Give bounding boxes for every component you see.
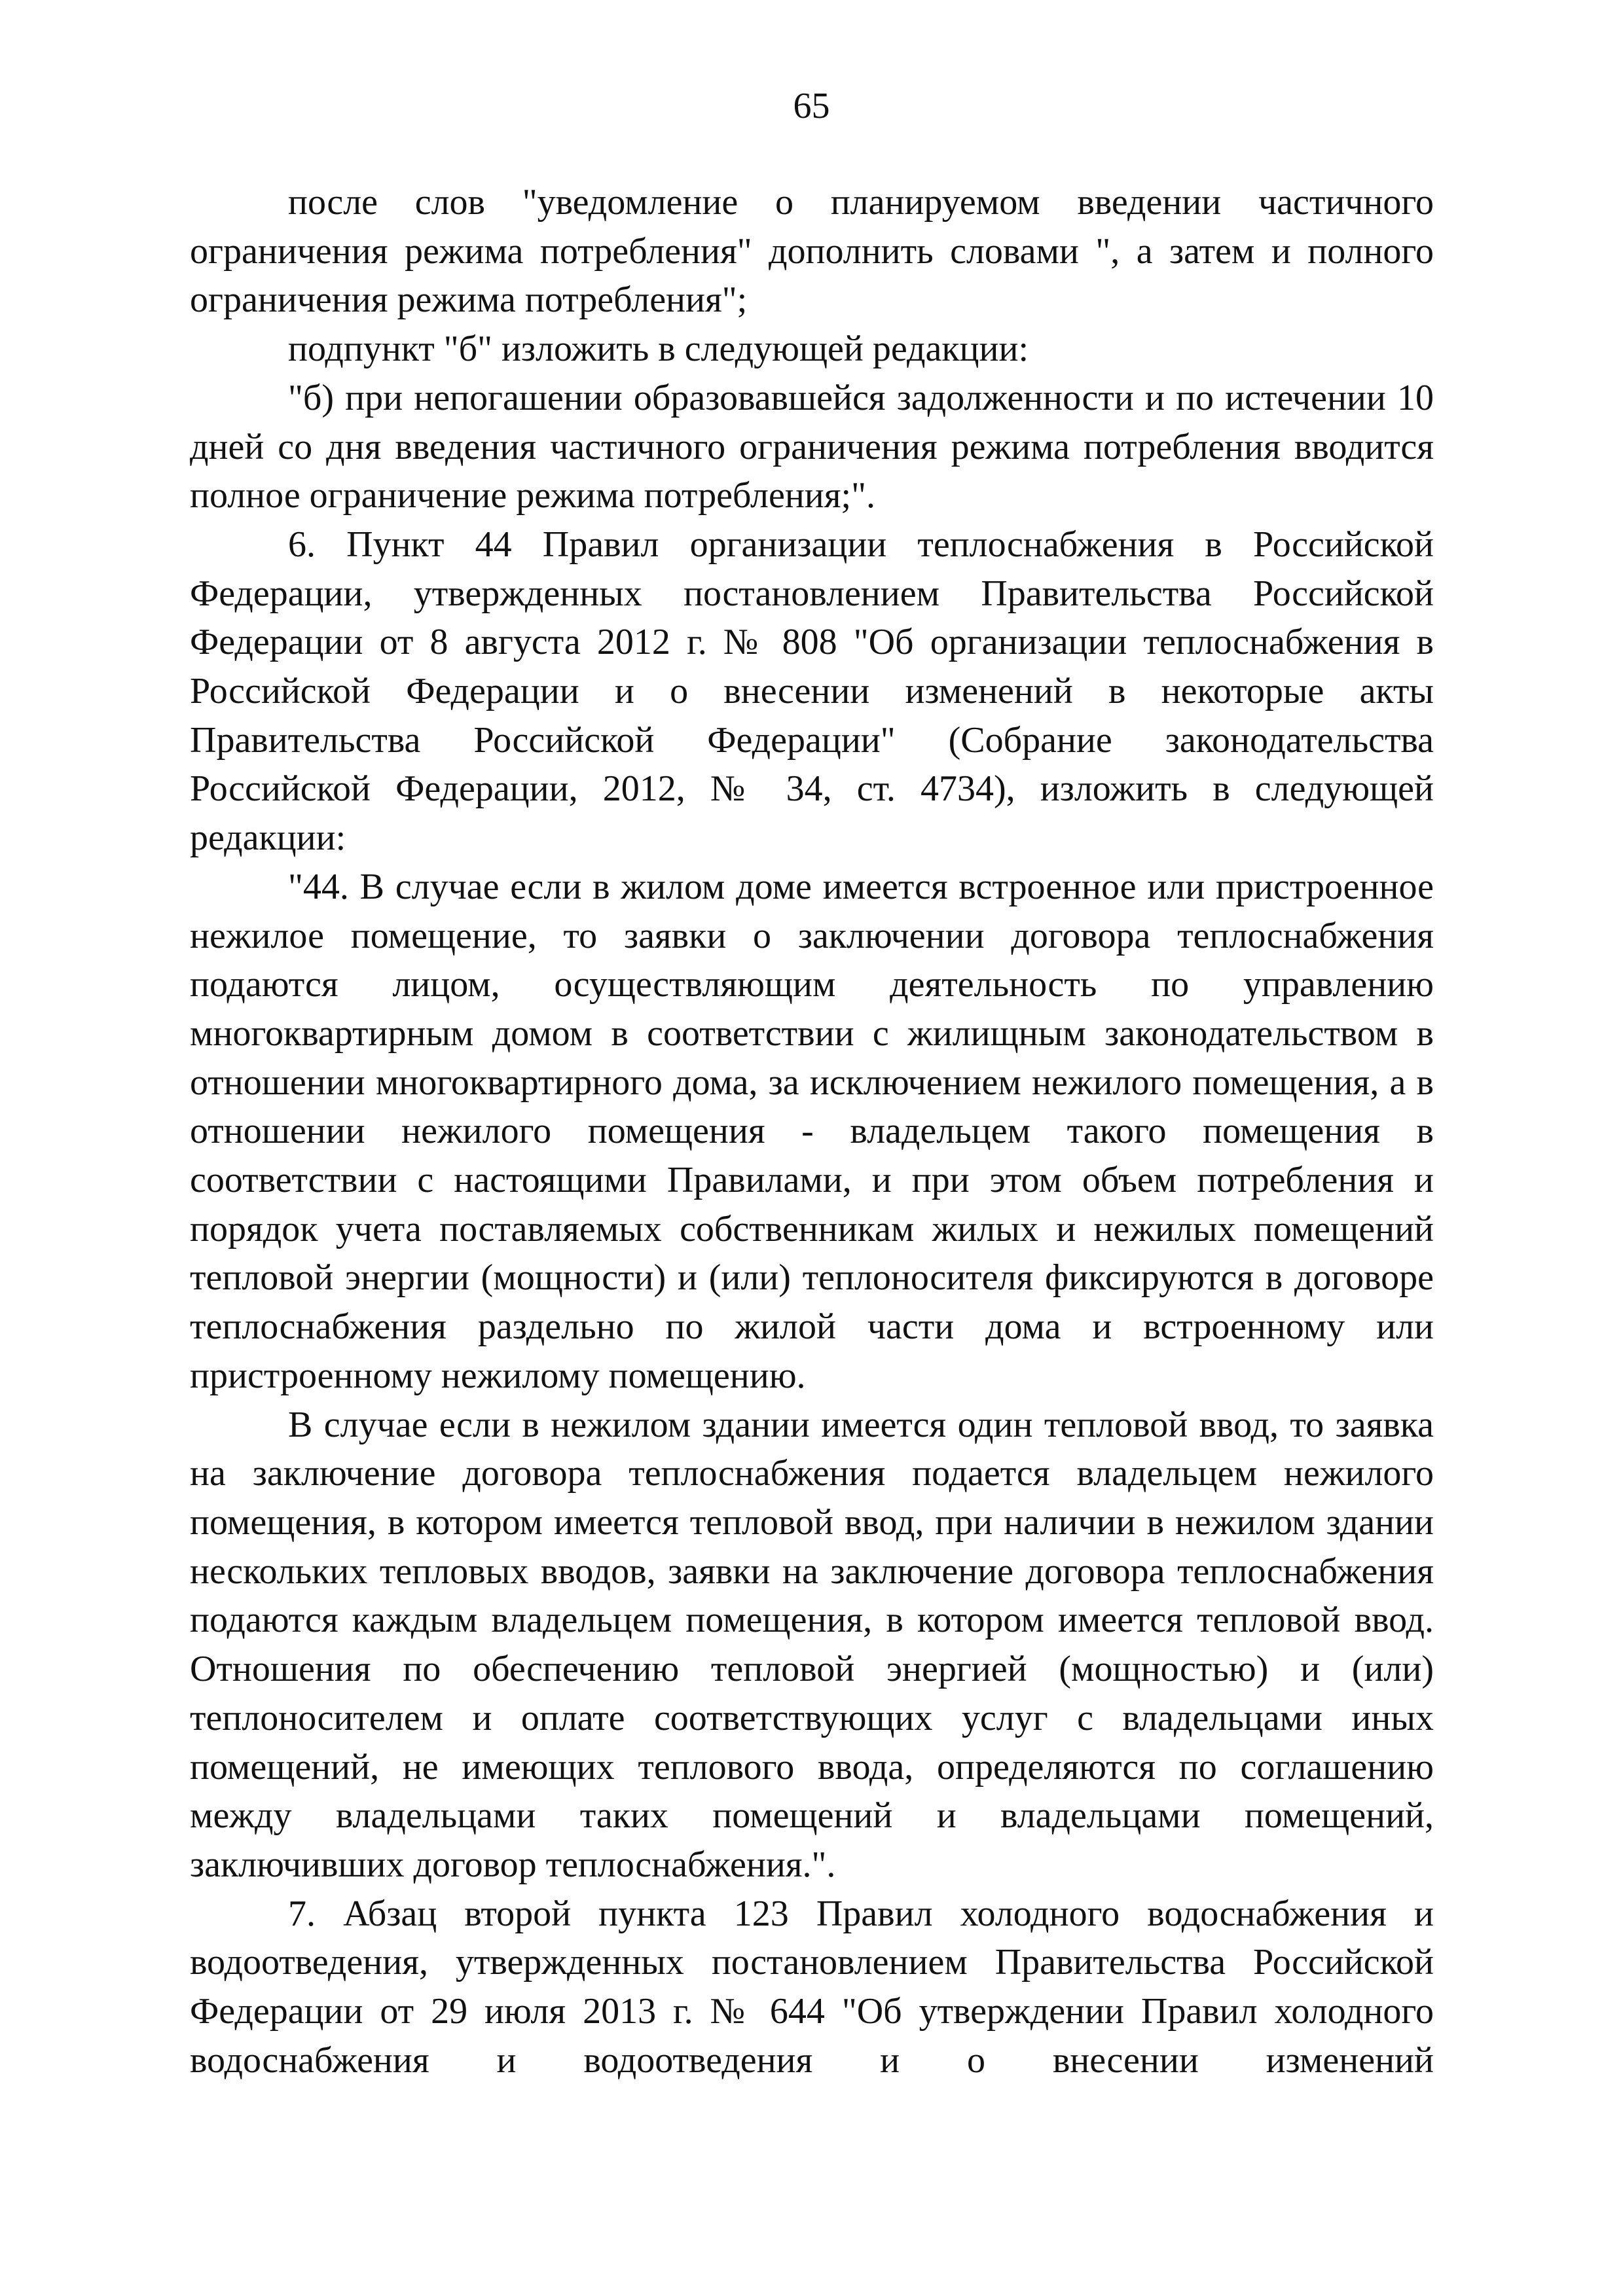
paragraph: "44. В случае если в жилом доме имеется встроенное или пристроенное нежилое помещение, то заявки о заключении договора теплоснабжения подаются лицом, осуществляющим деятельность по управлению многоквартирным домом в соответствии с жилищным законодательством в отношении многоквартирного дома, за исключением нежилого помещения, а в отношении нежилого помещения - владельцем такого помещения в соответствии с настоящими Правилами, и при этом объем потребления и порядок учета поставляемых собственникам жилых и нежилых помещений тепловой энергии (мощности) и (или) теплоносителя фиксируются в договоре теплоснабжения раздельно по жилой части дома и встроенному или пристроенному нежилому помещению. [190,866,1434,1396]
paragraph: подпункт "б" изложить в следующей редакции: [288,329,1029,370]
page-number: 65 [793,86,830,126]
paragraph: В случае если в нежилом здании имеется один тепловой ввод, то заявка на заключение договора теплоснабжения подается владельцем нежилого помещения, в котором имеется тепловой ввод, при наличии в нежилом здании нескольких тепловых вводов, заявки на заключение договора теплоснабжения подаются каждым владельцем помещения, в котором имеется тепловой ввод. Отношения по обеспечению тепловой энергией (мощностью) и (или) теплоносителем и оплате соответствующих услуг с владельцами иных помещений, не имеющих теплового ввода, определяются по соглашению между владельцами таких помещений и владельцами помещений, заключивших договор теплоснабжения.". [190,1404,1434,1885]
paragraph: 7. Абзац второй пункта 123 Правил холодного водоснабжения и водоотведения, утвержденных постановлением Правительства Российской Федерации от 29 июля 2013 г. № 644 "Об утверждении Правил холодного водоснабжения и водоотведения и о внесении изменений [190,1893,1434,2081]
paragraph: после слов "уведомление о планируемом введении частичного ограничения режима потребления" дополнить словами ", а затем и полного ограничения режима потребления"; [190,182,1434,321]
paragraph: "б) при непогашении образовавшейся задолженности и по истечении 10 дней со дня введения частичного ограничения режима потребления вводится полное ограничение режима потребления;". [190,377,1434,516]
document-body [190,178,1434,2085]
paragraph: 6. Пункт 44 Правил организации теплоснабжения в Российской Федерации, утвержденных постановлением Правительства Российской Федерации от 8 августа 2012 г. № 808 "Об организации теплоснабжения в Российской Федерации и о внесении изменений в некоторые акты Правительства Российской Федерации" (Собрание законодательства Российской Федерации, 2012, № 34, ст. 4734), изложить в следующей редакции: [190,524,1434,859]
